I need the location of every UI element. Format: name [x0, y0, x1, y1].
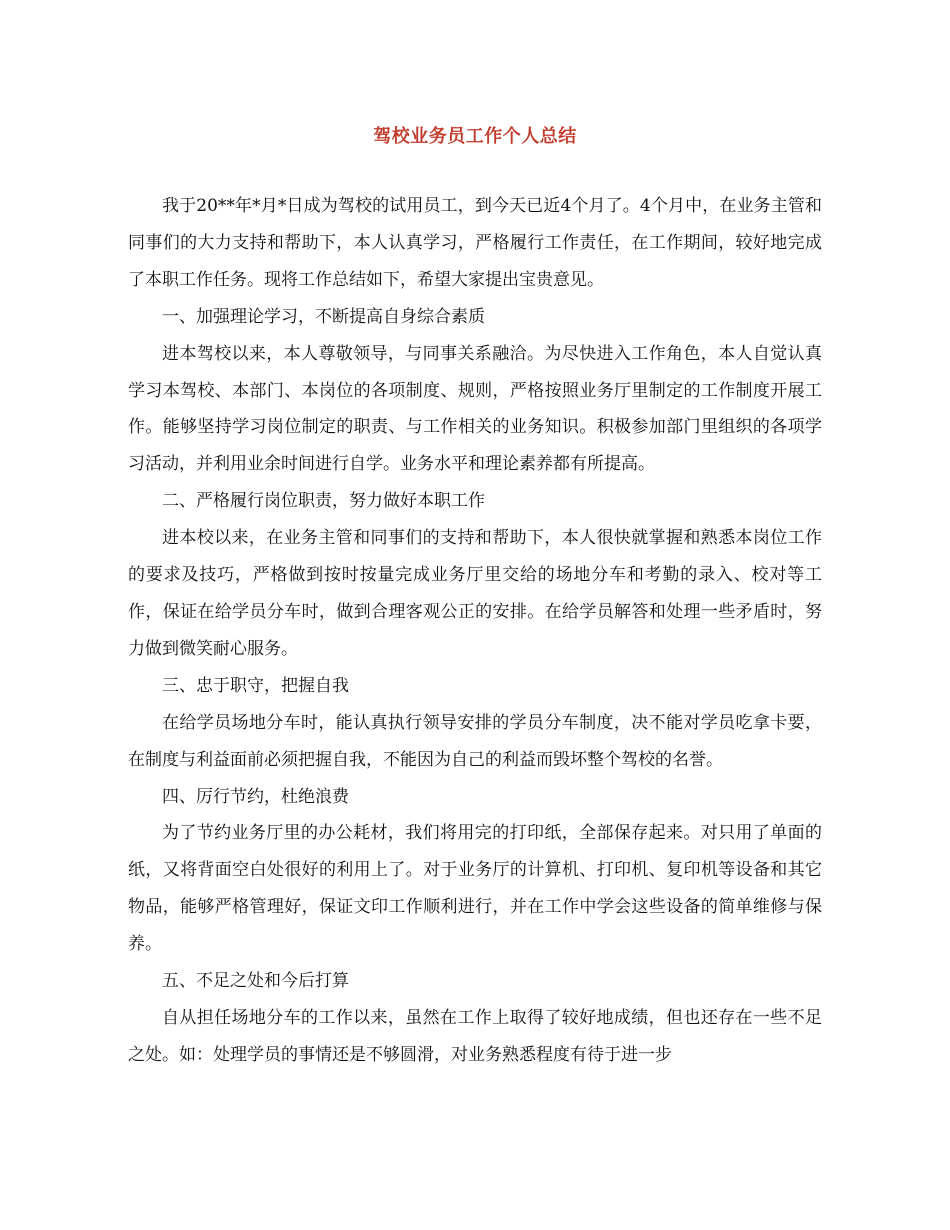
section-heading-4: 四、厉行节约，杜绝浪费 — [162, 786, 349, 807]
section-paragraph-3: 在给学员场地分车时，能认真执行领导安排的学员分车制度，决不能对学员吃拿卡要，在制度与利益面前必须把握自我，不能因为自己的利益而毁坏整个驾校的名誉。 — [128, 712, 822, 770]
intro-paragraph: 我于20**年*月*日成为驾校的试用员工，到今天已近4个月了。4个月中，在业务主管和同事们的大力支持和帮助下，本人认真学习，严格履行工作责任，在工作期间，较好地完成了本职工作任务。现将工作总结如下，希望大家提出宝贵意见。 — [128, 196, 822, 290]
section-heading-3: 三、忠于职守，把握自我 — [162, 675, 349, 696]
document-body — [128, 188, 822, 1074]
section-paragraph-2: 进本校以来，在业务主管和同事们的支持和帮助下，本人很快就掌握和熟悉本岗位工作的要求及技巧，严格做到按时按量完成业务厅里交给的场地分车和考勤的录入、校对等工作，保证在给学员分车时，做到合理客观公正的安排。在给学员解答和处理一些矛盾时，努力做到微笑耐心服务。 — [128, 528, 822, 659]
section-paragraph-5: 自从担任场地分车的工作以来，虽然在工作上取得了较好地成绩，但也还存在一些不足之处。如：处理学员的事情还是不够圆滑，对业务熟悉程度有待于进一步 — [128, 1007, 822, 1065]
document-title: 驾校业务员工作个人总结 — [373, 126, 577, 147]
section-heading-1: 一、加强理论学习，不断提高自身综合素质 — [162, 306, 485, 327]
section-paragraph-1: 进本驾校以来，本人尊敬领导，与同事关系融洽。为尽快进入工作角色，本人自觉认真学习本驾校、本部门、本岗位的各项制度、规则，严格按照业务厅里制定的工作制度开展工作。能够坚持学习岗位制定的职责、与工作相关的业务知识。积极参加部门里组织的各项学习活动，并利用业余时间进行自学。业务水平和理论素养都有所提高。 — [128, 343, 822, 475]
section-paragraph-4: 为了节约业务厅里的办公耗材，我们将用完的打印纸，全部保存起来。对只用了单面的纸，又将背面空白处很好的利用上了。对于业务厅的计算机、打印机、复印机等设备和其它物品，能够严格管理好，保证文印工作顺利进行，并在工作中学会这些设备的简单维修与保养。 — [128, 823, 822, 955]
section-heading-5: 五、不足之处和今后打算 — [162, 971, 349, 992]
section-heading-2: 二、严格履行岗位职责，努力做好本职工作 — [162, 491, 485, 512]
